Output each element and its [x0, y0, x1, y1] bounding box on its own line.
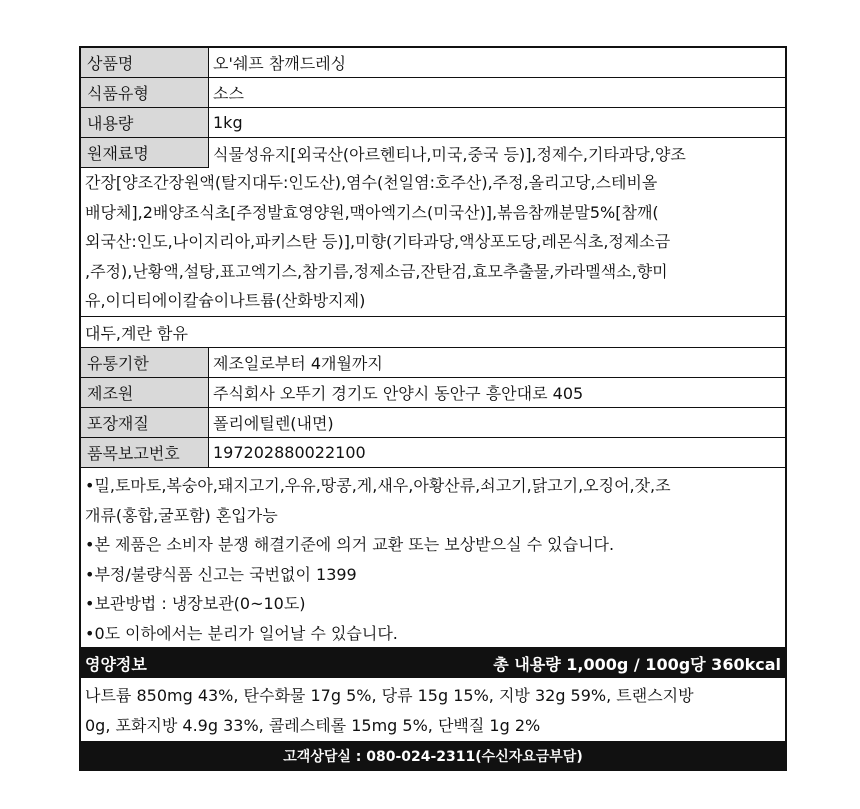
row-packaging [81, 408, 785, 438]
nutrition-title: 영양정보 [85, 654, 147, 674]
notices-block [81, 468, 785, 648]
customer-service-footer: 고객상담실 : 080-024-2311(수신자요금부담) [81, 742, 785, 769]
value-packaging: 폴리에틸렌(내면) [213, 414, 334, 433]
nutrition-line-2: 0g, 포화지방 4.9g 33%, 콜레스테롤 15mg 5%, 단백질 1g 2% [85, 715, 541, 735]
ingredients-line-1: 식물성유지[외국산(아르헨티나,미국,중국 등)],정제수,기타과당,양조 [213, 144, 686, 164]
row-food-type [81, 78, 785, 108]
key-packaging: 포장재질 [81, 408, 209, 437]
value-product-name: 오'쉐프 참깨드레싱 [213, 54, 347, 73]
ingredients-line-6: 유,이디티에이칼슘이나트륨(산화방지제) [85, 291, 366, 311]
notice-line-2: 개류(홍합,굴포함) 혼입가능 [85, 505, 278, 525]
nutrition-body [81, 678, 785, 742]
ingredients-continued [85, 168, 670, 316]
value-report-number: 197202880022100 [213, 443, 366, 462]
ingredients-line-2: 간장[양조간장원액(탈지대두:인도산),염수(천일염:호주산),주정,올리고당,스테비올 [85, 173, 658, 192]
nutrition-summary: 총 내용량 1,000g / 100g당 360kcal [493, 654, 781, 674]
notice-line-5: •보관방법 : 냉장보관(0~10도) [85, 594, 306, 614]
nutrition-line-1: 나트륨 850mg 43%, 탄수화물 17g 5%, 당류 15g 15%, 지방 32g 59%, 트랜스지방 [85, 686, 694, 706]
key-net-content: 내용량 [81, 108, 209, 137]
value-expiry: 제조일로부터 4개월까지 [213, 354, 383, 373]
value-manufacturer: 주식회사 오뚜기 경기도 안양시 동안구 흥안대로 405 [213, 384, 584, 403]
row-product-name [81, 48, 785, 78]
allergen-info: 대두,계란 함유 [81, 317, 785, 348]
key-report-number: 품목보고번호 [81, 438, 209, 467]
ingredients-line-3: 배당체],2배양조식초[주정발효영양원,맥아엑기스(미국산)],볶음참깨분말5%[참깨( [85, 202, 659, 222]
key-food-type: 식품유형 [81, 78, 209, 107]
key-product-name: 상품명 [81, 48, 209, 77]
notice-line-3: •본 제품은 소비자 분쟁 해결기준에 의거 교환 또는 보상받으실 수 있습니다. [85, 535, 615, 555]
notice-line-6: •0도 이하에서는 분리가 일어날 수 있습니다. [85, 623, 398, 643]
key-expiry: 유통기한 [81, 348, 209, 377]
row-expiry [81, 348, 785, 378]
value-food-type: 소스 [213, 84, 244, 103]
notice-line-4: •부정/불량식품 신고는 국번없이 1399 [85, 564, 357, 584]
notice-line-1: •밀,토마토,복숭아,돼지고기,우유,땅콩,게,새우,아황산류,쇠고기,닭고기,오징어,잣,조 [85, 476, 671, 496]
key-manufacturer: 제조원 [81, 378, 209, 407]
value-net-content: 1kg [213, 113, 243, 132]
row-report-number [81, 438, 785, 468]
row-manufacturer [81, 378, 785, 408]
row-net-content [81, 108, 785, 138]
ingredients-block [81, 138, 785, 317]
nutrition-header [81, 648, 785, 678]
ingredients-line-5: ,주정),난황액,설탕,표고엑기스,참기름,정제소금,잔탄검,효모추출물,카라멜색소,향미 [85, 261, 668, 281]
ingredients-line-4: 외국산:인도,나이지리아,파키스탄 등)],미향(기타과당,액상포도당,레몬식초,정제소금 [85, 232, 671, 252]
key-ingredients: 원재료명 [81, 138, 209, 168]
product-label-table [79, 46, 787, 771]
